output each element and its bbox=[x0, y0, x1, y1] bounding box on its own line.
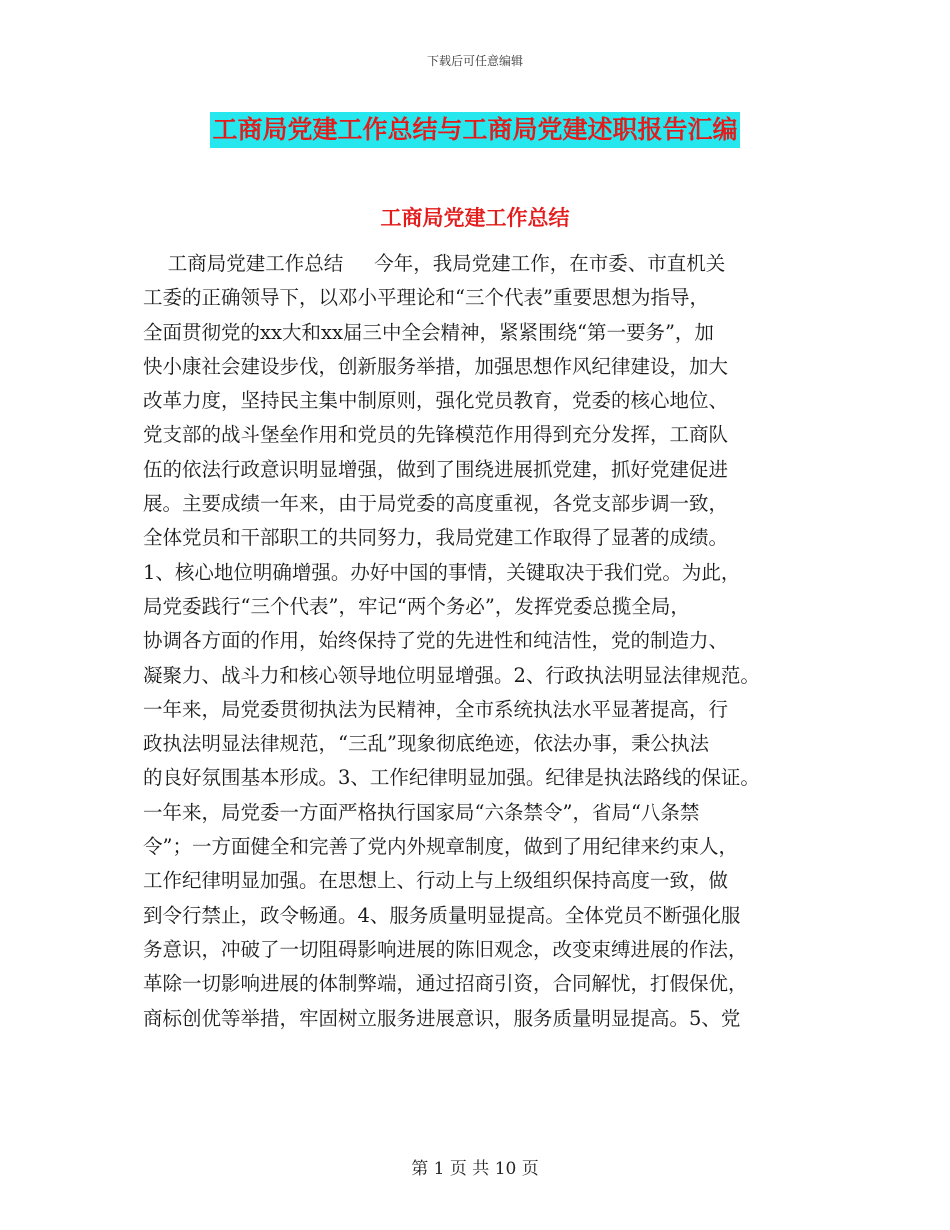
body-line: 局党委践行“三个代表”，牢记“两个务必”，发挥党委总揽全局， bbox=[143, 594, 690, 618]
body-line: 改革力度，坚持民主集中制原则，强化党员教育，党委的核心地位、 bbox=[143, 389, 729, 413]
document-title bbox=[0, 112, 950, 148]
body-line: 展。主要成绩一年来，由于局党委的高度重视，各党支部步调一致， bbox=[143, 492, 729, 516]
body-line: 全体党员和干部职工的共同努力，我局党建工作取得了显著的成绩。 bbox=[143, 526, 729, 550]
body-line: 到令行禁止，政令畅通。4、服务质量明显提高。全体党员不断强化服 bbox=[143, 903, 741, 927]
body-line: 工作纪律明显加强。在思想上、行动上与上级组织保持高度一致，做 bbox=[143, 869, 729, 893]
body-line: 工商局党建工作总结 今年，我局党建工作，在市委、市直机关 bbox=[143, 252, 726, 275]
body-text bbox=[143, 247, 823, 1036]
body-line: 令”；一方面健全和完善了党内外规章制度，做到了用纪律来约束人， bbox=[143, 835, 738, 859]
body-line: 的良好氛围基本形成。3、工作纪律明显加强。纪律是执法路线的保证。 bbox=[143, 766, 760, 790]
body-line: 政执法明显法律规范，“三乱”现象彻底绝迹，依法办事，秉公执法 bbox=[143, 732, 709, 756]
body-line: 一年来，局党委贯彻执法为民精神，全市系统执法水平显著提高，行 bbox=[143, 697, 729, 721]
body-line: 党支部的战斗堡垒作用和党员的先锋模范作用得到充分发挥，工商队 bbox=[143, 423, 729, 447]
body-line: 一年来，局党委一方面严格执行国家局“六条禁令”，省局“八条禁 bbox=[143, 800, 700, 824]
body-line: 工委的正确领导下，以邓小平理论和“三个代表”重要思想为指导， bbox=[143, 286, 709, 310]
page-footer: 第 1 页 共 10 页 bbox=[411, 1159, 539, 1179]
body-line: 快小康社会建设步伐，创新服务举措，加强思想作风纪律建设，加大 bbox=[143, 354, 729, 378]
body-line: 务意识，冲破了一切阻碍影响进展的陈旧观念，改变束缚进展的作法， bbox=[143, 937, 748, 961]
body-line: 革除一切影响进展的体制弊端，通过招商引资，合同解忧，打假保优， bbox=[143, 972, 748, 996]
body-line: 1、核心地位明确增强。办好中国的事情，关键取决于我们党。为此， bbox=[143, 560, 741, 584]
body-line: 伍的依法行政意识明显增强，做到了围绕进展抓党建，抓好党建促进 bbox=[143, 457, 729, 481]
body-line: 协调各方面的作用，始终保持了党的先进性和纯洁性，党的制造力、 bbox=[143, 629, 729, 653]
document-title-text: 工商局党建工作总结与工商局党建述职报告汇编 bbox=[210, 112, 739, 148]
body-line: 商标创优等举措，牢固树立服务进展意识，服务质量明显提高。5、党 bbox=[143, 1006, 741, 1030]
section-title: 工商局党建工作总结 bbox=[380, 206, 570, 230]
body-line: 凝聚力、战斗力和核心领导地位明显增强。2、行政执法明显法律规范。 bbox=[143, 663, 760, 687]
header-note: 下载后可任意编辑 bbox=[426, 54, 523, 68]
body-line: 全面贯彻党的xx大和xx届三中全会精神，紧紧围绕“第一要务”，加 bbox=[143, 320, 714, 344]
